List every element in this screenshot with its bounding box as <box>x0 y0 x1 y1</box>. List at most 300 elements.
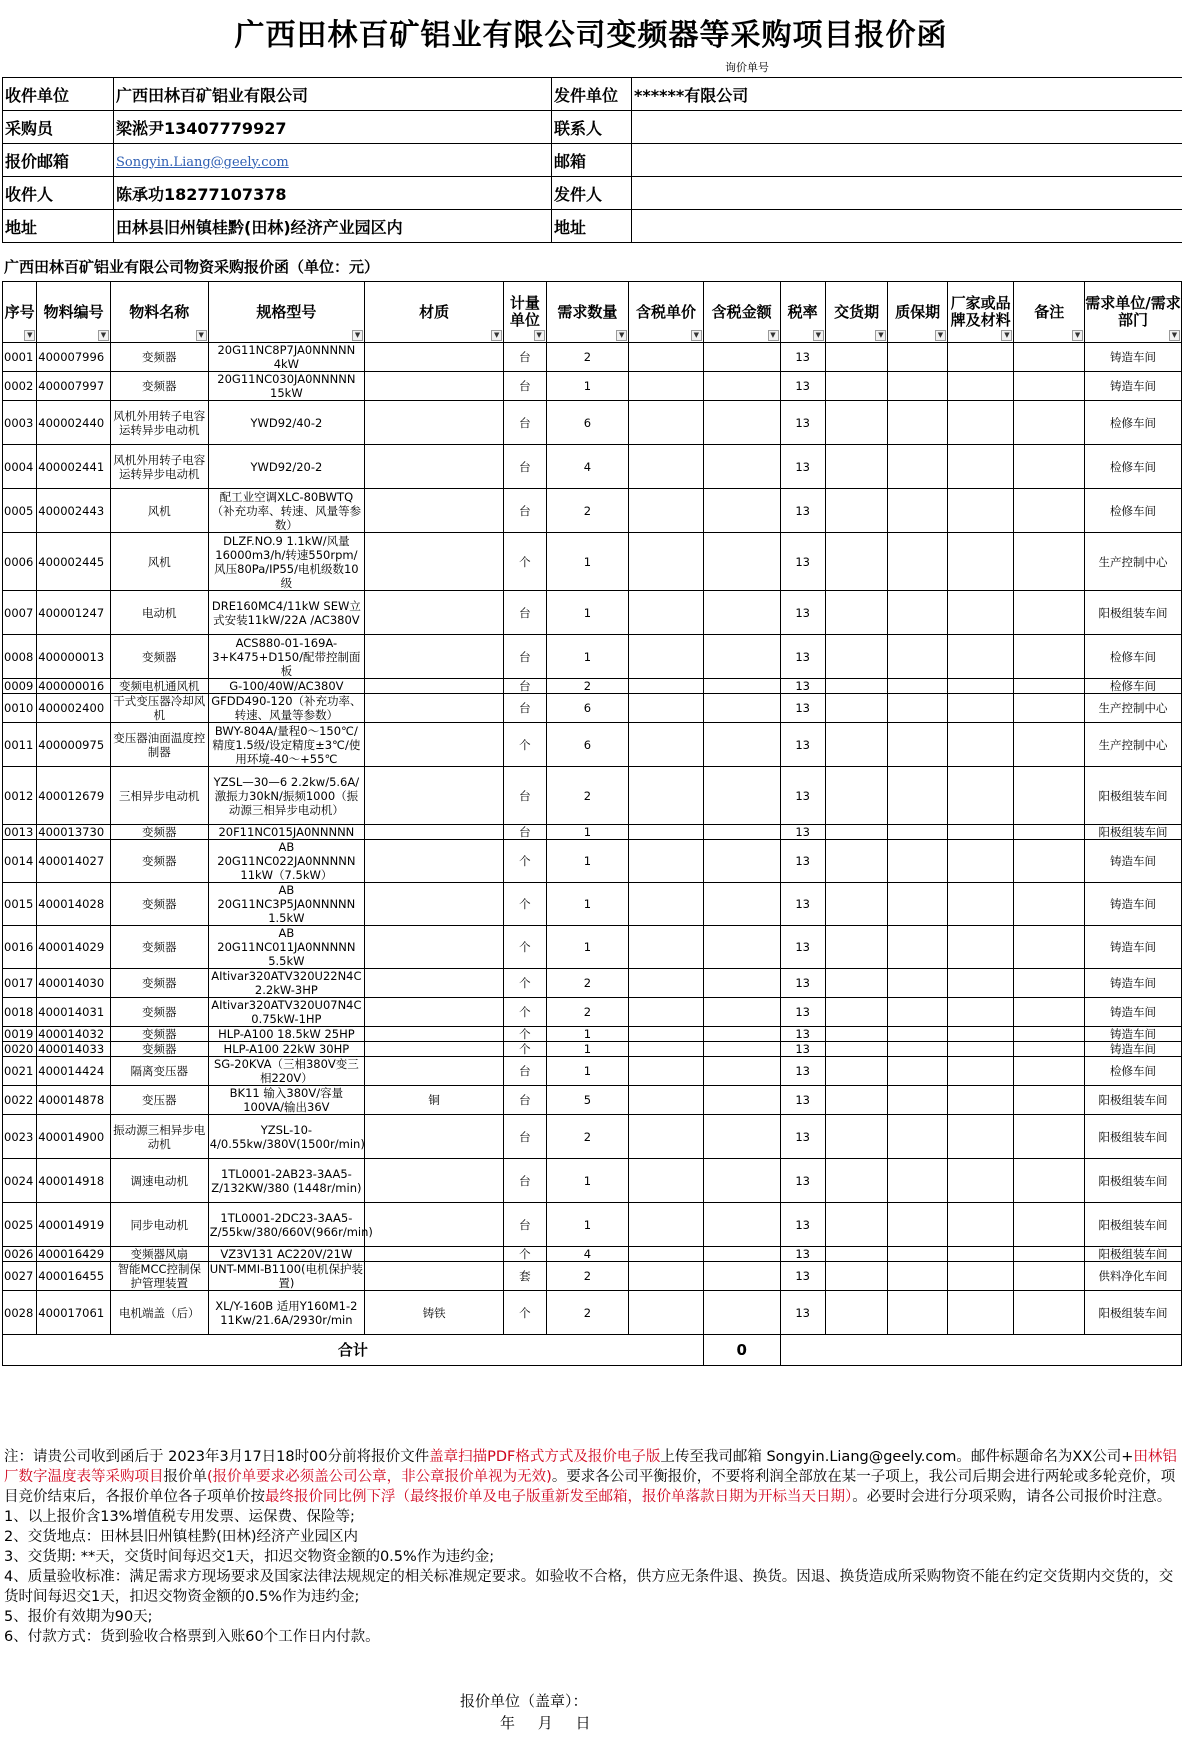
table-row <box>3 1159 1182 1203</box>
cell-price <box>629 969 704 998</box>
table-row <box>3 372 1182 401</box>
total-row <box>3 1335 1182 1366</box>
cell-price <box>629 445 704 489</box>
notes-intro <box>4 1447 1180 1507</box>
cell-qty: 1 <box>546 883 629 926</box>
cell-dept: 检修车间 <box>1085 635 1182 679</box>
table-row <box>3 1115 1182 1159</box>
cell-warranty <box>888 883 948 926</box>
notes-item: 1、以上报价含13%增值税专用发票、运保费、保险等; <box>4 1509 355 1525</box>
cell-material <box>365 1042 504 1057</box>
filter-dropdown-icon[interactable]: ▼ <box>1169 330 1180 341</box>
cell-dept: 铸造车间 <box>1085 372 1182 401</box>
cell-code: 400014030 <box>37 969 111 998</box>
filter-dropdown-icon[interactable]: ▼ <box>616 330 627 341</box>
cell-brand <box>947 679 1014 694</box>
cell-brand <box>947 998 1014 1027</box>
cell-brand <box>947 591 1014 635</box>
cell-name: 三相异步电动机 <box>110 767 208 825</box>
cell-amount <box>703 1247 780 1262</box>
cell-amount <box>703 883 780 926</box>
items-header-row <box>3 282 1182 343</box>
signature-label: 报价单位（盖章）： <box>460 1692 588 1710</box>
cell-dept: 生产控制中心 <box>1085 723 1182 767</box>
column-header-label: 物料编号 <box>43 302 104 321</box>
cell-spec: DRE160MC4/11kW SEW立式安装11kW/22A /AC380V <box>208 591 364 635</box>
cell-dept: 检修车间 <box>1085 445 1182 489</box>
cell-remark <box>1014 1115 1085 1159</box>
cell-delivery <box>825 679 888 694</box>
cell-code: 400002441 <box>37 445 111 489</box>
cell-delivery <box>825 533 888 591</box>
cell-warranty <box>888 445 948 489</box>
notes-item: 4、质量验收标准：满足需求方现场要求及国家法律法规规定的相关标准规定要求。如验收不合格，供方应无条件退、换货。因退、换货造成所采购物资不能在约定交货期内交货的，交货时间每迟交1天，扣迟交物资金额的0.5%作为违约金; <box>4 1569 1174 1605</box>
cell-delivery <box>825 591 888 635</box>
cell-brand <box>947 840 1014 883</box>
cell-unit: 个 <box>504 533 546 591</box>
cell-remark <box>1014 1042 1085 1057</box>
cell-dept: 铸造车间 <box>1085 343 1182 372</box>
cell-remark <box>1014 926 1085 969</box>
cell-delivery <box>825 998 888 1027</box>
cell-code: 400014424 <box>37 1057 111 1086</box>
buyer-label: 采购员 <box>3 111 114 144</box>
column-header <box>37 282 111 343</box>
cell-code: 400016429 <box>37 1247 111 1262</box>
cell-unit: 个 <box>504 998 546 1027</box>
cell-tax: 13 <box>780 343 825 372</box>
cell-qty: 1 <box>546 926 629 969</box>
cell-code: 400002440 <box>37 401 111 445</box>
cell-dept: 阳极组装车间 <box>1085 1291 1182 1335</box>
cell-price <box>629 767 704 825</box>
cell-unit: 台 <box>504 1086 546 1115</box>
cell-remark <box>1014 401 1085 445</box>
cell-unit: 台 <box>504 1057 546 1086</box>
cell-unit: 台 <box>504 401 546 445</box>
cell-price <box>629 635 704 679</box>
cell-unit: 个 <box>504 723 546 767</box>
cell-code: 400014029 <box>37 926 111 969</box>
cell-amount <box>703 1262 780 1291</box>
cell-qty: 1 <box>546 840 629 883</box>
cell-unit: 个 <box>504 1247 546 1262</box>
cell-price <box>629 401 704 445</box>
cell-name: 变频器 <box>110 635 208 679</box>
quote-email-label: 报价邮箱 <box>3 144 114 177</box>
cell-remark <box>1014 489 1085 533</box>
cell-qty: 2 <box>546 1262 629 1291</box>
cell-tax: 13 <box>780 635 825 679</box>
table-row <box>3 825 1182 840</box>
cell-no: 0011 <box>3 723 37 767</box>
cell-material <box>365 533 504 591</box>
cell-amount <box>703 926 780 969</box>
cell-brand <box>947 723 1014 767</box>
notes-text-e: 。必要时会进行分项采购，请各公司报价时注意。 <box>852 1489 1172 1505</box>
cell-delivery <box>825 840 888 883</box>
sender-address-value <box>632 210 1182 243</box>
cell-remark <box>1014 1159 1085 1203</box>
cell-price <box>629 1027 704 1042</box>
table-row <box>3 883 1182 926</box>
cell-unit: 个 <box>504 969 546 998</box>
cell-delivery <box>825 343 888 372</box>
cell-remark <box>1014 1291 1085 1335</box>
cell-price <box>629 694 704 723</box>
cell-tax: 13 <box>780 1247 825 1262</box>
cell-remark <box>1014 767 1085 825</box>
cell-no: 0024 <box>3 1159 37 1203</box>
cell-name: 智能MCC控制保护管理装置 <box>110 1262 208 1291</box>
cell-unit: 套 <box>504 1262 546 1291</box>
cell-amount <box>703 694 780 723</box>
notes-text-a: 注：请贵公司收到函后于 2023年3月17日18时00分前将报价文件 <box>4 1449 430 1465</box>
cell-tax: 13 <box>780 401 825 445</box>
cell-tax: 13 <box>780 372 825 401</box>
cell-unit: 台 <box>504 679 546 694</box>
cell-amount <box>703 1027 780 1042</box>
cell-tax: 13 <box>780 969 825 998</box>
table-row <box>3 926 1182 969</box>
table-row <box>3 1057 1182 1086</box>
filter-dropdown-icon[interactable]: ▼ <box>875 330 886 341</box>
cell-qty: 1 <box>546 533 629 591</box>
cell-brand <box>947 1159 1014 1203</box>
cell-name: 变频器 <box>110 1042 208 1057</box>
cell-code: 400000975 <box>37 723 111 767</box>
cell-remark <box>1014 1086 1085 1115</box>
column-header <box>629 282 704 343</box>
email-label: 邮箱 <box>552 144 632 177</box>
filter-dropdown-icon[interactable]: ▼ <box>691 330 702 341</box>
cell-dept: 阳极组装车间 <box>1085 591 1182 635</box>
cell-price <box>629 1057 704 1086</box>
filter-dropdown-icon[interactable]: ▼ <box>935 330 946 341</box>
cell-price <box>629 1291 704 1335</box>
table-subtitle: 广西田林百矿铝业有限公司物资采购报价函（单位：元） <box>4 258 380 276</box>
sender-address-label: 地址 <box>552 210 632 243</box>
inquiry-number-label: 询价单号 <box>725 61 769 74</box>
notes-red-4: 最终报价同比例下浮（最终报价单及电子版重新发至邮箱，报价单落款日期为开标当天日期） <box>265 1489 853 1505</box>
cell-dept: 检修车间 <box>1085 489 1182 533</box>
cell-no: 0028 <box>3 1291 37 1335</box>
cell-tax: 13 <box>780 767 825 825</box>
cell-name: 变频器 <box>110 998 208 1027</box>
cell-unit: 个 <box>504 1042 546 1057</box>
cell-brand <box>947 1086 1014 1115</box>
cell-price <box>629 998 704 1027</box>
cell-tax: 13 <box>780 1262 825 1291</box>
contact-value <box>632 111 1182 144</box>
cell-dept: 阳极组装车间 <box>1085 825 1182 840</box>
cell-spec: GFDD490-120（补充功率、转速、风量等参数） <box>208 694 364 723</box>
cell-qty: 1 <box>546 1027 629 1042</box>
cell-warranty <box>888 825 948 840</box>
cell-unit: 个 <box>504 1291 546 1335</box>
cell-no: 0012 <box>3 767 37 825</box>
cell-amount <box>703 372 780 401</box>
column-header <box>703 282 780 343</box>
cell-delivery <box>825 401 888 445</box>
table-row <box>3 1086 1182 1115</box>
cell-dept: 铸造车间 <box>1085 969 1182 998</box>
table-row <box>3 723 1182 767</box>
cell-remark <box>1014 694 1085 723</box>
cell-tax: 13 <box>780 1027 825 1042</box>
cell-delivery <box>825 883 888 926</box>
table-row <box>3 635 1182 679</box>
cell-no: 0006 <box>3 533 37 591</box>
cell-name: 风机外用转子电容运转异步电动机 <box>110 445 208 489</box>
column-header-label: 序号 <box>4 302 35 321</box>
cell-dept: 检修车间 <box>1085 679 1182 694</box>
filter-dropdown-icon[interactable]: ▼ <box>196 330 207 341</box>
cell-name: 调速电动机 <box>110 1159 208 1203</box>
filter-dropdown-icon[interactable]: ▼ <box>1001 330 1012 341</box>
cell-name: 变频器 <box>110 1027 208 1042</box>
cell-tax: 13 <box>780 1159 825 1203</box>
cell-spec: ACS880-01-169A-3+K475+D150/配带控制面板 <box>208 635 364 679</box>
table-row <box>3 998 1182 1027</box>
column-header <box>947 282 1014 343</box>
cell-code: 400014878 <box>37 1086 111 1115</box>
table-row <box>3 1027 1182 1042</box>
cell-price <box>629 1247 704 1262</box>
cell-unit: 台 <box>504 1203 546 1247</box>
cell-tax: 13 <box>780 1042 825 1057</box>
cell-qty: 2 <box>546 998 629 1027</box>
cell-no: 0023 <box>3 1115 37 1159</box>
filter-dropdown-icon[interactable]: ▼ <box>534 330 545 341</box>
cell-material: 铸铁 <box>365 1291 504 1335</box>
cell-delivery <box>825 635 888 679</box>
cell-name: 电机端盖（后） <box>110 1291 208 1335</box>
cell-brand <box>947 767 1014 825</box>
column-header-label: 需求数量 <box>557 302 618 321</box>
notes-red-2: 田林铝厂数字温度表等采购项目 <box>4 1449 1177 1485</box>
cell-code: 400014032 <box>37 1027 111 1042</box>
cell-dept: 检修车间 <box>1085 1057 1182 1086</box>
cell-spec: 20G11NC8P7JA0NNNNN 4kW <box>208 343 364 372</box>
cell-amount <box>703 445 780 489</box>
cell-warranty <box>888 998 948 1027</box>
cell-brand <box>947 1203 1014 1247</box>
cell-material <box>365 723 504 767</box>
cell-no: 0018 <box>3 998 37 1027</box>
cell-remark <box>1014 1262 1085 1291</box>
filter-dropdown-icon[interactable]: ▼ <box>352 330 363 341</box>
cell-qty: 2 <box>546 679 629 694</box>
cell-material <box>365 840 504 883</box>
quote-email-link[interactable]: Songyin.Liang@geely.com <box>116 154 289 170</box>
cell-material <box>365 998 504 1027</box>
cell-remark <box>1014 679 1085 694</box>
cell-name: 电动机 <box>110 591 208 635</box>
cell-qty: 1 <box>546 1203 629 1247</box>
date-line: 年 月 日 <box>500 1714 591 1732</box>
table-row <box>3 489 1182 533</box>
cell-spec: 20F11NC015JA0NNNNN <box>208 825 364 840</box>
column-header <box>546 282 629 343</box>
notes-item: 2、交货地点：田林县旧州镇桂黔(田林)经济产业园区内 <box>4 1529 359 1545</box>
items-table <box>2 281 1182 1366</box>
cell-material: 铜 <box>365 1086 504 1115</box>
cell-spec: HLP-A100 18.5kW 25HP <box>208 1027 364 1042</box>
cell-warranty <box>888 533 948 591</box>
cell-remark <box>1014 1057 1085 1086</box>
filter-dropdown-icon[interactable]: ▼ <box>813 330 824 341</box>
table-row <box>3 767 1182 825</box>
table-row <box>3 840 1182 883</box>
cell-price <box>629 372 704 401</box>
cell-dept: 生产控制中心 <box>1085 694 1182 723</box>
cell-name: 变频器 <box>110 883 208 926</box>
cell-material <box>365 635 504 679</box>
cell-brand <box>947 1291 1014 1335</box>
column-header <box>3 282 37 343</box>
cell-name: 变压器油面温度控制器 <box>110 723 208 767</box>
cell-price <box>629 1159 704 1203</box>
cell-code: 400014028 <box>37 883 111 926</box>
cell-amount <box>703 489 780 533</box>
cell-material <box>365 926 504 969</box>
cell-delivery <box>825 1115 888 1159</box>
cell-name: 变频器 <box>110 372 208 401</box>
filter-dropdown-icon[interactable]: ▼ <box>98 330 109 341</box>
cell-dept: 供料净化车间 <box>1085 1262 1182 1291</box>
cell-brand <box>947 1042 1014 1057</box>
cell-qty: 4 <box>546 1247 629 1262</box>
notes-item: 5、报价有效期为90天; <box>4 1609 153 1625</box>
column-header <box>825 282 888 343</box>
cell-dept: 铸造车间 <box>1085 1027 1182 1042</box>
cell-dept: 生产控制中心 <box>1085 533 1182 591</box>
notes-text-d: 。要求各公司平衡报价，不要将利润全部放在某一子项上，我公司后期会进行两轮或多轮竞价，项目竞价结束后，各报价单位各子项单价按 <box>4 1469 1176 1505</box>
cell-brand <box>947 445 1014 489</box>
filter-dropdown-icon[interactable]: ▼ <box>24 330 35 341</box>
cell-qty: 1 <box>546 1042 629 1057</box>
cell-name: 风机外用转子电容运转异步电动机 <box>110 401 208 445</box>
cell-unit: 台 <box>504 343 546 372</box>
cell-qty: 1 <box>546 1057 629 1086</box>
cell-delivery <box>825 1086 888 1115</box>
sender-unit-value: ******有限公司 <box>632 78 1182 111</box>
cell-material <box>365 1027 504 1042</box>
cell-unit: 台 <box>504 635 546 679</box>
cell-warranty <box>888 1262 948 1291</box>
cell-warranty <box>888 635 948 679</box>
cell-no: 0003 <box>3 401 37 445</box>
cell-no: 0001 <box>3 343 37 372</box>
cell-brand <box>947 401 1014 445</box>
cell-remark <box>1014 840 1085 883</box>
column-header-label: 物料名称 <box>129 302 190 321</box>
sender-value <box>632 177 1182 210</box>
cell-material <box>365 679 504 694</box>
cell-warranty <box>888 372 948 401</box>
cell-price <box>629 1115 704 1159</box>
cell-price <box>629 489 704 533</box>
cell-no: 0007 <box>3 591 37 635</box>
cell-price <box>629 825 704 840</box>
cell-remark <box>1014 533 1085 591</box>
cell-qty: 2 <box>546 1291 629 1335</box>
cell-warranty <box>888 926 948 969</box>
cell-spec: 配工业空调XLC-80BWTQ（补充功率、转速、风量等参数） <box>208 489 364 533</box>
cell-name: 变频器风扇 <box>110 1247 208 1262</box>
cell-tax: 13 <box>780 1203 825 1247</box>
cell-brand <box>947 372 1014 401</box>
column-header <box>888 282 948 343</box>
cell-remark <box>1014 445 1085 489</box>
cell-delivery <box>825 767 888 825</box>
cell-price <box>629 1262 704 1291</box>
cell-spec: 1TL0001-2AB23-3AA5-Z/132KW/380 (1448r/min) <box>208 1159 364 1203</box>
cell-amount <box>703 533 780 591</box>
cell-no: 0021 <box>3 1057 37 1086</box>
cell-no: 0002 <box>3 372 37 401</box>
cell-amount <box>703 401 780 445</box>
filter-dropdown-icon[interactable]: ▼ <box>768 330 779 341</box>
cell-no: 0025 <box>3 1203 37 1247</box>
cell-spec: XL/Y-160B 适用Y160M1-2 11Kw/21.6A/2930r/min <box>208 1291 364 1335</box>
cell-delivery <box>825 694 888 723</box>
receiver-unit-label: 收件单位 <box>3 78 114 111</box>
cell-brand <box>947 489 1014 533</box>
cell-code: 400014033 <box>37 1042 111 1057</box>
cell-code: 400000013 <box>37 635 111 679</box>
filter-dropdown-icon[interactable]: ▼ <box>1072 330 1083 341</box>
cell-code: 400002445 <box>37 533 111 591</box>
cell-delivery <box>825 926 888 969</box>
cell-remark <box>1014 1027 1085 1042</box>
cell-no: 0026 <box>3 1247 37 1262</box>
filter-dropdown-icon[interactable]: ▼ <box>491 330 502 341</box>
cell-tax: 13 <box>780 694 825 723</box>
cell-spec: YZSL-10-4/0.55kw/380V(1500r/min) <box>208 1115 364 1159</box>
cell-material <box>365 825 504 840</box>
cell-name: 变频器 <box>110 926 208 969</box>
cell-dept: 检修车间 <box>1085 401 1182 445</box>
cell-material <box>365 401 504 445</box>
cell-remark <box>1014 825 1085 840</box>
cell-warranty <box>888 1057 948 1086</box>
email-value <box>632 144 1182 177</box>
cell-code: 400000016 <box>37 679 111 694</box>
cell-warranty <box>888 969 948 998</box>
cell-unit: 台 <box>504 489 546 533</box>
cell-tax: 13 <box>780 533 825 591</box>
cell-tax: 13 <box>780 679 825 694</box>
cell-brand <box>947 825 1014 840</box>
column-header <box>110 282 208 343</box>
cell-no: 0022 <box>3 1086 37 1115</box>
cell-no: 0015 <box>3 883 37 926</box>
total-label: 合计 <box>3 1335 704 1366</box>
cell-spec: AB 20G11NC3P5JA0NNNNN 1.5kW <box>208 883 364 926</box>
column-header-label: 税率 <box>787 302 818 321</box>
cell-price <box>629 840 704 883</box>
cell-dept: 阳极组装车间 <box>1085 1159 1182 1203</box>
cell-unit: 台 <box>504 767 546 825</box>
table-row <box>3 1291 1182 1335</box>
cell-unit: 台 <box>504 1115 546 1159</box>
cell-spec: UNT-MMI-B1100(电机保护装置) <box>209 1262 363 1290</box>
cell-delivery <box>825 1057 888 1086</box>
cell-name: 风机 <box>110 489 208 533</box>
cell-qty: 4 <box>546 445 629 489</box>
